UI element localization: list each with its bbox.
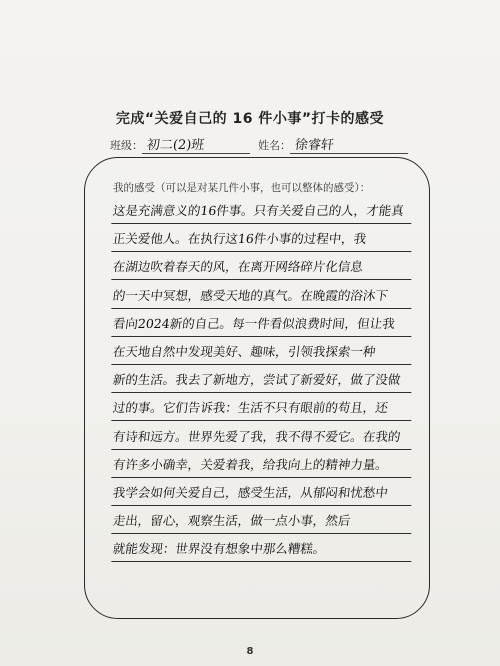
class-value: 初二(2)班 <box>142 134 252 154</box>
handwriting-line: 新的生活。我去了新地方，尝试了新爱好，做了没做 <box>111 365 414 393</box>
handwriting-line: 过的事。它们告诉我：生活不只有眼前的苟且，还 <box>111 393 414 421</box>
handwriting-line: 有诗和远方。世界先爱了我，我不得不爱它。在我的 <box>111 422 414 450</box>
handwriting-line: 在天地自然中发现美好、趣味，引领我探索一种 <box>111 337 414 365</box>
handwriting-line: 正关爱他人。在执行这16件小事的过程中，我 <box>111 224 414 252</box>
handwriting-line: 在湖边吹着春天的风，在离开网络碎片化信息 <box>111 252 414 280</box>
handwriting-line: 我学会如何关爱自己，感受生活，从郁闷和忧愁中 <box>111 478 414 506</box>
handwriting-line: 有许多小确幸，关爱着我，给我向上的精神力量。 <box>111 450 414 478</box>
handwriting-line: 这是充满意义的16件事。只有关爱自己的人，才能真 <box>111 196 414 224</box>
class-label: 班级： <box>110 139 143 152</box>
handwritten-reflection <box>113 196 413 562</box>
page-title: 完成“关爱自己的 16 件小事”打卡的感受 <box>115 111 385 127</box>
name-label: 姓名： <box>258 139 291 152</box>
page-number: 8 <box>246 646 254 657</box>
handwriting-line: 就能发现：世界没有想象中那么糟糕。 <box>111 534 414 562</box>
handwriting-line: 看向2024新的自己。每一件看似浪费时间，但让我 <box>111 309 414 337</box>
handwriting-line: 的一天中冥想，感受天地的真气。在晚霞的浴沐下 <box>111 281 414 309</box>
handwriting-line: 走出，留心，观察生活，做一点小事，然后 <box>111 506 414 534</box>
class-field <box>110 134 251 154</box>
name-value: 徐睿轩 <box>290 134 410 154</box>
name-field <box>258 134 409 154</box>
reflection-prompt: 我的感受（可以是对某几件小事，也可以整体的感受）： <box>113 182 371 194</box>
